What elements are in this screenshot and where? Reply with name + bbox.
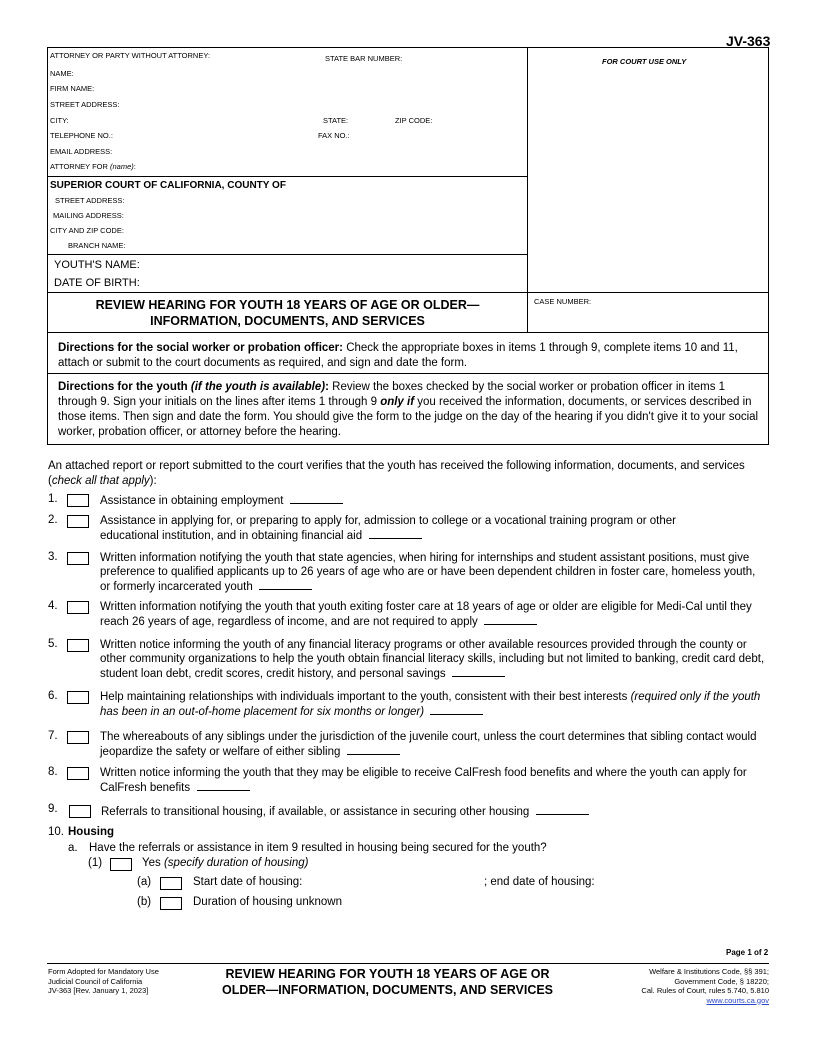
footer-title-line-2: OLDER—INFORMATION, DOCUMENTS, AND SERVICES: [221, 983, 554, 997]
item-6-initials-line[interactable]: [430, 704, 483, 715]
footer-right-line-3: Cal. Rules of Court, rules 5.740, 5.810: [641, 986, 769, 995]
item-4-text: Written information notifying the youth that youth exiting foster care at 18 years of age or older are eligible for Medi-Cal until they reach 26 years of age, regardless of income, and are not required to apply: [100, 601, 752, 628]
housing-a-label: a.: [68, 842, 78, 854]
city-label: CITY:: [50, 116, 69, 125]
housing-end-label: ; end date of housing:: [484, 876, 595, 888]
housing-1-label: (1): [88, 857, 103, 869]
item-5-initials-line[interactable]: [452, 666, 505, 677]
case-number-label: CASE NUMBER:: [534, 297, 592, 306]
title-divider: [47, 292, 769, 293]
youth-directions: Directions for the youth (if the youth is available): Review the boxes checked by the social worker or probation officer in items 1 through 9. Sign your initials on the lines after items 1 through 9 only if you received the information, documents, or services described in those items. Then sign and date the form. You should give the form to the judge on the day of the hearing if you didn't give it to your social worker, probation officer, or attorney before the hearing.: [58, 381, 759, 438]
item-6-number: 6.: [48, 690, 58, 702]
item-2-text: Assistance in applying for, or preparing to apply for, admission to college or a vocational training program or other educational institution, and in obtaining financial aid: [100, 515, 676, 542]
youth-divider: [47, 254, 528, 255]
name-label: NAME:: [50, 69, 74, 78]
title-line-2: INFORMATION, DOCUMENTS, AND SERVICES: [150, 314, 425, 328]
item-7-checkbox[interactable]: [67, 731, 89, 744]
title-line-1: REVIEW HEARING FOR YOUTH 18 YEARS OF AGE OR OLDER—: [95, 298, 480, 312]
item-1-checkbox[interactable]: [67, 494, 89, 507]
item-4-initials-line[interactable]: [484, 614, 537, 625]
item-7-initials-line[interactable]: [347, 744, 400, 755]
item-9-checkbox[interactable]: [69, 805, 91, 818]
footer-title-line-1: REVIEW HEARING FOR YOUTH 18 YEARS OF AGE OR: [225, 967, 550, 981]
housing-b-sub-label: (b): [137, 896, 152, 908]
item-8-text: Written notice informing the youth that they may be eligible to receive CalFresh food benefits and where the youth can apply for CalFresh benefits: [100, 767, 747, 794]
housing-a-sub-label: (a): [137, 876, 152, 888]
court-street-label: STREET ADDRESS:: [55, 196, 125, 205]
item-3-number: 3.: [48, 551, 58, 563]
header-vertical-divider: [527, 47, 528, 333]
item-2-initials-line[interactable]: [369, 528, 422, 539]
housing-yes-checkbox[interactable]: [110, 858, 132, 871]
footer-left: [48, 967, 159, 996]
item-9-number: 9.: [48, 803, 58, 815]
footer-right: [570, 967, 769, 1005]
item-3-checkbox[interactable]: [67, 552, 89, 565]
item-9-text: Referrals to transitional housing, if available, or assistance in securing other housing: [101, 804, 766, 819]
footer-left-line-3: JV-363 [Rev. January 1, 2023]: [48, 986, 149, 995]
housing-a-text: Have the referrals or assistance in item 9 resulted in housing being secured for the youth?: [89, 842, 547, 854]
firm-label: FIRM NAME:: [50, 84, 95, 93]
attorney-label: ATTORNEY OR PARTY WITHOUT ATTORNEY:: [50, 51, 211, 60]
item-4-checkbox[interactable]: [67, 601, 89, 614]
housing-start-label: Start date of housing:: [193, 876, 303, 888]
footer-right-line-2: Government Code, § 18220;: [674, 976, 769, 986]
item-2-checkbox[interactable]: [67, 515, 89, 528]
courts-link[interactable]: www.courts.ca.gov: [706, 995, 769, 1005]
social-directions: Directions for the social worker or probation officer: Check the appropriate boxes in items 1 through 9, complete items 10 and 11, attach or submit to the court documents as required, and sign and date the form.: [58, 342, 738, 369]
housing-title: Housing: [68, 826, 114, 838]
item-9-initials-line[interactable]: [536, 804, 589, 815]
state-label: STATE:: [323, 116, 349, 125]
item-5-number: 5.: [48, 638, 58, 650]
item-10-number: 10.: [48, 826, 64, 838]
footer-right-line-1: Welfare & Institutions Code, §§ 391;: [649, 967, 769, 976]
housing-unknown-checkbox[interactable]: [160, 897, 182, 910]
form-title: [48, 297, 527, 329]
footer-left-line-2: Judicial Council of California: [48, 976, 143, 986]
footer-rule: [47, 963, 769, 964]
form-id: JV-363: [726, 33, 771, 49]
court-use-label: FOR COURT USE ONLY: [602, 57, 687, 66]
item-7-text: The whereabouts of any siblings under the jurisdiction of the juvenile court, unless the court determines that sibling contact would jeopardize the safety or welfare of either sibling: [100, 731, 757, 758]
street-label: STREET ADDRESS:: [50, 100, 120, 109]
item-1-initials-line[interactable]: [290, 493, 343, 504]
item-6-text: Help maintaining relationships with individuals important to the youth, consistent with their best interests (required only if the youth has been in an out-of-home placement for six months or longer): [100, 691, 761, 718]
court-city-zip-label: CITY AND ZIP CODE:: [50, 226, 124, 235]
fax-label: FAX NO.:: [318, 131, 350, 140]
footer-title: [190, 966, 585, 998]
item-8-initials-line[interactable]: [197, 780, 250, 791]
court-divider: [47, 176, 528, 177]
item-8-number: 8.: [48, 766, 58, 778]
youth-name-label: YOUTH'S NAME:: [54, 259, 140, 271]
attorney-for-label: ATTORNEY FOR (name):: [50, 162, 136, 171]
item-4-number: 4.: [48, 600, 58, 612]
housing-yes-label: Yes (specify duration of housing): [142, 857, 309, 869]
item-2-number: 2.: [48, 514, 58, 526]
court-mailing-label: MAILING ADDRESS:: [53, 211, 124, 220]
zip-label: ZIP CODE:: [395, 116, 433, 125]
housing-unknown-label: Duration of housing unknown: [193, 896, 342, 908]
email-label: EMAIL ADDRESS:: [50, 147, 113, 156]
intro-text: An attached report or report submitted to the court verifies that the youth has received the following information, documents, and services (check all that apply):: [48, 460, 745, 487]
court-branch-label: BRANCH NAME:: [68, 241, 126, 250]
item-8-checkbox[interactable]: [67, 767, 89, 780]
item-6-checkbox[interactable]: [67, 691, 89, 704]
item-1-text: Assistance in obtaining employment: [100, 493, 765, 508]
item-3-initials-line[interactable]: [259, 579, 312, 590]
footer-left-line-1: Form Adopted for Mandatory Use: [48, 967, 159, 976]
item-5-checkbox[interactable]: [67, 639, 89, 652]
state-bar-label: STATE BAR NUMBER:: [325, 54, 403, 63]
page-number: Page 1 of 2: [726, 948, 769, 957]
housing-start-checkbox[interactable]: [160, 877, 182, 890]
item-5-text: Written notice informing the youth of any financial literacy programs or other available resources provided through the county or other community organizations to help the youth obtain financial literacy skills, including but not limited to banking, credit card debt, student loan debt, credit scores, credit history, and personal savings: [100, 639, 765, 680]
item-3-text: Written information notifying the youth that state agencies, when hiring for internships and student assistant positions, must give preference to qualified applicants up to 26 years of age who are or have been dependent children in foster care, homeless youth, or formerly incarcerated youth: [100, 552, 756, 593]
dob-label: DATE OF BIRTH:: [54, 277, 140, 289]
item-1-number: 1.: [48, 493, 58, 505]
item-7-number: 7.: [48, 730, 58, 742]
phone-label: TELEPHONE NO.:: [50, 131, 113, 140]
court-title: SUPERIOR COURT OF CALIFORNIA, COUNTY OF: [50, 180, 286, 191]
